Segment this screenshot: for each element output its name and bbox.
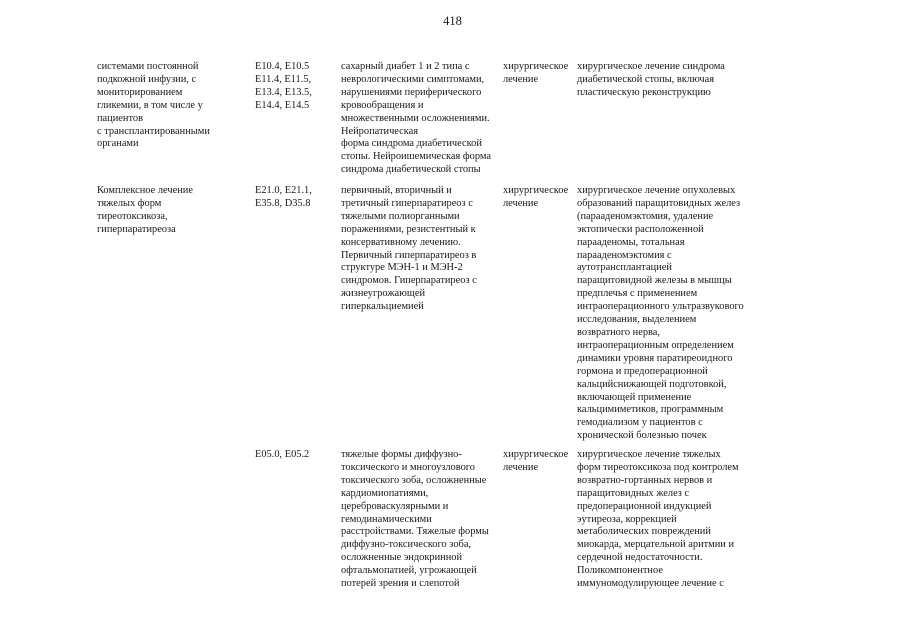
- cell-line: E10.4, E10.5: [255, 61, 310, 72]
- cell-line: E13.4, E13.5,: [255, 86, 312, 98]
- cell-line: неврологическими симптомами,: [341, 73, 485, 85]
- cell-line: хронической болезнью почек: [577, 430, 707, 442]
- cell-line: системами постоянной: [97, 61, 199, 72]
- cell-line: интраоперационного ультразвукового: [577, 301, 744, 313]
- cell-line: иммуномодулирующее лечение с: [577, 578, 724, 590]
- cell-line: кровообращения и: [341, 99, 424, 111]
- cell-line: гемодиализом у пациентов с: [577, 417, 703, 429]
- cell-line: хирургическое лечение опухолевых: [577, 185, 736, 196]
- cell-line: лечение: [503, 197, 539, 209]
- cell-line: подкожной инфузии, с: [97, 73, 197, 85]
- cell-line: нарушениями периферического: [341, 86, 482, 98]
- cell-line: тяжелые формы диффузно-: [341, 449, 462, 460]
- cell-line: E11.4, E11.5,: [255, 73, 312, 85]
- cell-line: хирургическое: [503, 449, 569, 460]
- cell-line: метаболических повреждений: [577, 526, 711, 538]
- cell-line: диабетической стопы, включая: [577, 73, 714, 85]
- page-number: 418: [443, 14, 462, 28]
- cell-line: консервативному лечению.: [341, 236, 461, 248]
- cell-icd-codes: [255, 449, 327, 462]
- cell-line: паращитовидной железы в мышцы: [577, 275, 732, 287]
- cell-line: тяжелыми полиорганными: [341, 210, 460, 222]
- cell-line: диффузно-токсического зоба,: [341, 539, 472, 551]
- cell-line: осложненные эндокринной: [341, 552, 463, 564]
- cell-line: кардиомиопатиями,: [341, 487, 429, 499]
- cell-line: хирургическое: [503, 185, 569, 196]
- cell-line: E05.0, E05.2: [255, 449, 310, 460]
- cell-line: кальцимиметиков, программным: [577, 404, 724, 416]
- cell-line: паращитовидных желез с: [577, 487, 690, 499]
- cell-line: (парааденомэктомия, удаление: [577, 210, 714, 222]
- cell-line: пластическую реконструкцию: [577, 86, 711, 98]
- cell-line: парааденомэктомия с: [577, 249, 672, 261]
- cell-line: офтальмопатией, угрожающей: [341, 565, 477, 577]
- cell-line: сахарный диабет 1 и 2 типа с: [341, 61, 470, 72]
- cell-patient-model: [341, 61, 501, 177]
- cell-line: предплечья с применением: [577, 288, 698, 300]
- cell-line: структуре МЭН-1 и МЭН-2: [341, 262, 463, 274]
- cell-intervention-name: [97, 185, 247, 237]
- cell-treatment-method: [577, 449, 752, 591]
- cell-line: расстройствами. Тяжелые формы: [341, 526, 489, 538]
- cell-line: Нейропатическая: [341, 125, 419, 137]
- cell-line: Поликомпонентное: [577, 565, 663, 577]
- cell-line: динамики уровня паратиреоидного: [577, 352, 733, 364]
- cell-treatment-type: [503, 449, 575, 475]
- cell-line: стопы. Нейроишемическая форма: [341, 151, 491, 163]
- cell-line: лечение: [503, 461, 539, 473]
- cell-line: органами: [97, 138, 139, 150]
- cell-line: сердечной недостаточности.: [577, 552, 703, 564]
- cell-line: E35.8, D35.8: [255, 197, 311, 209]
- cell-line: потерей зрения и слепотой: [341, 578, 460, 590]
- cell-line: первичный, вторичный и: [341, 185, 452, 196]
- cell-line: форм тиреотоксикоза под контролем: [577, 461, 739, 473]
- cell-treatment-type: [503, 185, 575, 211]
- cell-line: миокарда, мерцательной аритмии и: [577, 539, 735, 551]
- cell-line: гемодинамическими: [341, 513, 432, 525]
- cell-line: токсического зоба, осложненные: [341, 474, 487, 486]
- cell-line: третичный гиперпаратиреоз с: [341, 197, 473, 209]
- cell-line: включающей применение: [577, 391, 692, 403]
- cell-line: с трансплантированными: [97, 125, 210, 137]
- cell-line: синдромов. Гиперпаратиреоз с: [341, 275, 477, 287]
- cell-line: синдрома диабетической стопы: [341, 164, 481, 176]
- cell-line: предоперационной индукцией: [577, 500, 712, 512]
- cell-line: хирургическое лечение синдрома: [577, 61, 725, 72]
- cell-line: аутотрансплантацией: [577, 262, 672, 274]
- cell-icd-codes: [255, 61, 327, 113]
- cell-line: исследования, выделением: [577, 314, 697, 326]
- cell-line: множественными осложнениями.: [341, 112, 490, 124]
- cell-line: парааденомы, тотальная: [577, 236, 685, 248]
- cell-patient-model: [341, 185, 501, 314]
- cell-treatment-method: [577, 61, 752, 100]
- cell-line: поражениями, резистентный к: [341, 223, 476, 235]
- cell-line: образований паращитовидных желез: [577, 197, 741, 209]
- cell-line: возвратного нерва,: [577, 326, 661, 338]
- cell-line: цереброваскулярными и: [341, 500, 449, 512]
- cell-line: токсического и многоузлового: [341, 461, 475, 473]
- cell-line: эутиреоза, коррекцией: [577, 513, 677, 525]
- cell-line: лечение: [503, 73, 539, 85]
- cell-line: эктопически расположенной: [577, 223, 704, 235]
- cell-line: пациентов: [97, 112, 143, 124]
- cell-line: гиперкальциемией: [341, 301, 424, 313]
- cell-line: тяжелых форм: [97, 197, 162, 209]
- cell-icd-codes: [255, 185, 327, 211]
- cell-line: Комплексное лечение: [97, 185, 193, 196]
- cell-line: гиперпаратиреоза: [97, 223, 176, 235]
- cell-line: возвратно-гортанных нервов и: [577, 474, 713, 486]
- cell-line: хирургическое: [503, 61, 569, 72]
- cell-line: форма синдрома диабетической: [341, 138, 482, 150]
- cell-line: кальцийснижающей подготовкой,: [577, 378, 727, 390]
- cell-line: E21.0, E21.1,: [255, 185, 312, 196]
- cell-treatment-type: [503, 61, 575, 87]
- cell-line: Первичный гиперпаратиреоз в: [341, 249, 477, 261]
- cell-line: E14.4, E14.5: [255, 99, 310, 111]
- cell-line: хирургическое лечение тяжелых: [577, 449, 721, 460]
- cell-line: гормона и предоперационной: [577, 365, 708, 377]
- cell-line: мониторированием: [97, 86, 183, 98]
- cell-intervention-name: [97, 61, 247, 151]
- cell-line: тиреотоксикоза,: [97, 210, 168, 222]
- cell-treatment-method: [577, 185, 752, 443]
- cell-patient-model: [341, 449, 501, 591]
- cell-line: жизнеугрожающей: [341, 288, 426, 300]
- cell-line: гликемии, в том числе у: [97, 99, 203, 111]
- cell-line: интраоперационным определением: [577, 339, 734, 351]
